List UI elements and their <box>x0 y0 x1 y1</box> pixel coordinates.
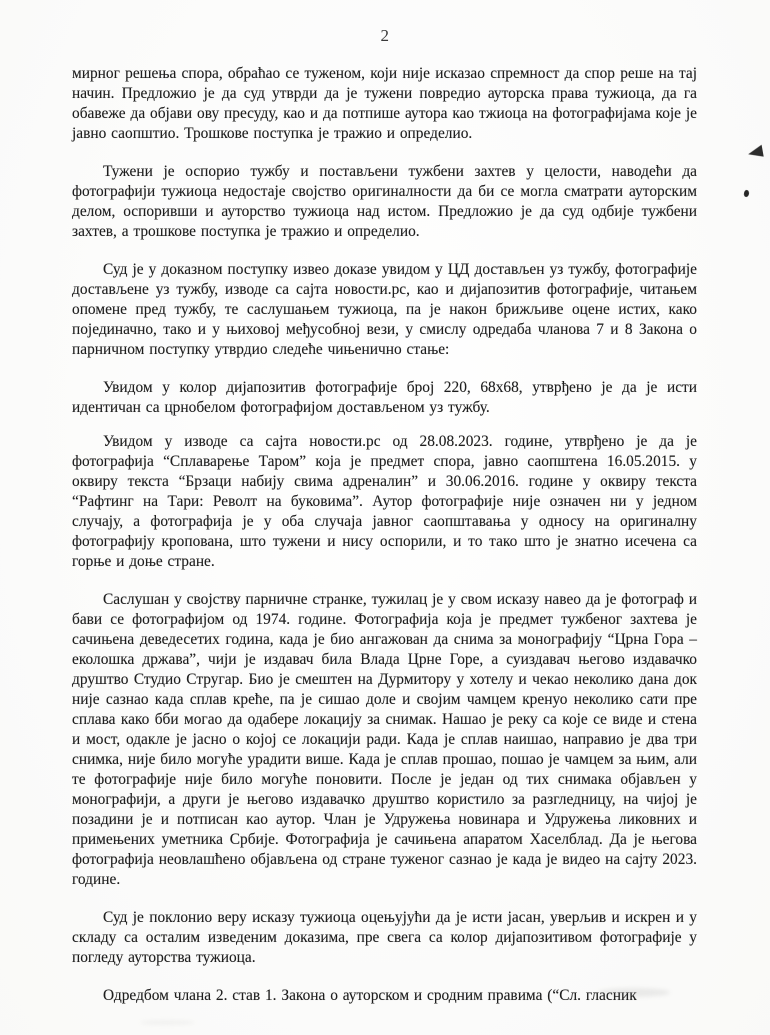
scan-smudge-bottom-left <box>140 1020 195 1025</box>
scan-mark-triangle <box>747 145 763 162</box>
paragraph-slide-inspection: Увидом у колор дијапозитив фотографије број 220, 68х68, утврђено је да је исти идентичан са црнобелом фотографијом достављеном уз тужбу. <box>72 379 697 416</box>
paragraph-defendant-response: Тужени је оспорио тужбу и постављени тужбени захтев у целости, наводећи да фотографији тужиоца недостаје својство оригиналности да би се могла сматрати ауторским делом, оспоривши и ауторство тужиоца над истом. Предложио је да суд одбије тужбени захтев, а трошкове поступка је тражио и определио. <box>72 163 697 240</box>
scan-mark-dot <box>743 190 749 198</box>
paragraph-court-assessment: Суд је поклонио веру исказу тужиоца оцењујући да је исти јасан, уверљив и искрен и у складу са осталим изведеним доказима, пре свега са колор дијапозитивом фотографије у погледу ауторства тужиоца. <box>72 909 697 966</box>
paragraph-law-citation: Одредбом члана 2. став 1. Закона о ауторском и сродним правима (“Сл. гласник <box>103 987 637 1004</box>
paragraph-evidence-procedure: Суд је у доказном поступку извео доказе увидом у ЦД достављен уз тужбу, фотографије достављене уз тужбу, изводе са сајта новости.рс, као и дијапозитив фотографије, читањем опомене пред тужбу, те саслушањем тужиоца, па је након брижљиве оцене истих, како појединачно, тако и у њиховој међусобној вези, у смислу одредаба чланова 7 и 8 Закона о парничном поступку утврдио следеће чињенично стање: <box>72 261 697 358</box>
scan-smudge-bottom-right <box>598 988 670 997</box>
paragraph-continuation: мирног решења спора, обраћао се туженом, који није исказао спремност да спор реше на тај начин. Предложио је да суд утврди да је тужени повредио ауторска права тужиоца, да га обавеже да објави ову пресуду, као и да потпише аутора као тжиоца на фотографијама које је јавно саопштио. Трошкове поступка је тражио и определио. <box>72 65 697 142</box>
paragraph-website-extracts: Увидом у изводе са сајта новости.рс од 28.08.2023. године, утврђено је да је фотографија “Сплаварење Таром” која је предмет спора, јавно саопштена 16.05.2015. у оквиру текста “Брзаци набију свима адреналин” и 30.06.2016. године у оквиру текста “Рафтинг на Тари: Револт на буковима”. Аутор фотографије није означен ни у једном случају, а фотографија је у оба случаја јавног саопштавања у односу на оригиналну фотографију кропована, што тужени и нису оспорили, и то тако што је знатно исечена са горње и доње стране. <box>72 433 697 570</box>
paragraph-plaintiff-testimony: Саслушан у својству парничне странке, тужилац је у свом исказу навео да је фотограф и бави се фотографијом од 1974. године. Фотографија која је предмет тужбеног захтева је сачињена деведесетих година, када је био ангажован да снима за монографију “Црна Гора – еколошка држава”, чији је издавач била Влада Црне Горе, а суиздавач његово издавачко друштво Студио Стругар. Био је смештен на Дурмитору у хотелу и чекао неколико дана док није сазнао када сплав креће, па је сишао доле и својим чамцем кренуо неколико сати пре сплава како бби могао да одабере локацију за снимак. Нашао је реку са које се виде и стена и мост, одакле је јасно о којој се локацији ради. Када је сплав наишао, направио је два три снимка, није било могуће урадити више. Када је сплав прошао, пошао је чамцем за њим, али те фотографије није било могуће поновити. После је један од тих снимака објављен у монографији, а други је његово издавачко друштво користило за разгледницу, на чијој је позадини је и потписан као аутор. Члан је Удружења новинара и Удружења ликовних и примењених уметника Србије. Фотографија је сачињена апаратом Хаселблад. Да је његова фотографија неовлашћено објављена од стране туженог сазнао је када је видео на сајту 2023. године. <box>72 591 697 888</box>
page-number: 2 <box>380 26 390 45</box>
document-text-block <box>72 64 697 1020</box>
